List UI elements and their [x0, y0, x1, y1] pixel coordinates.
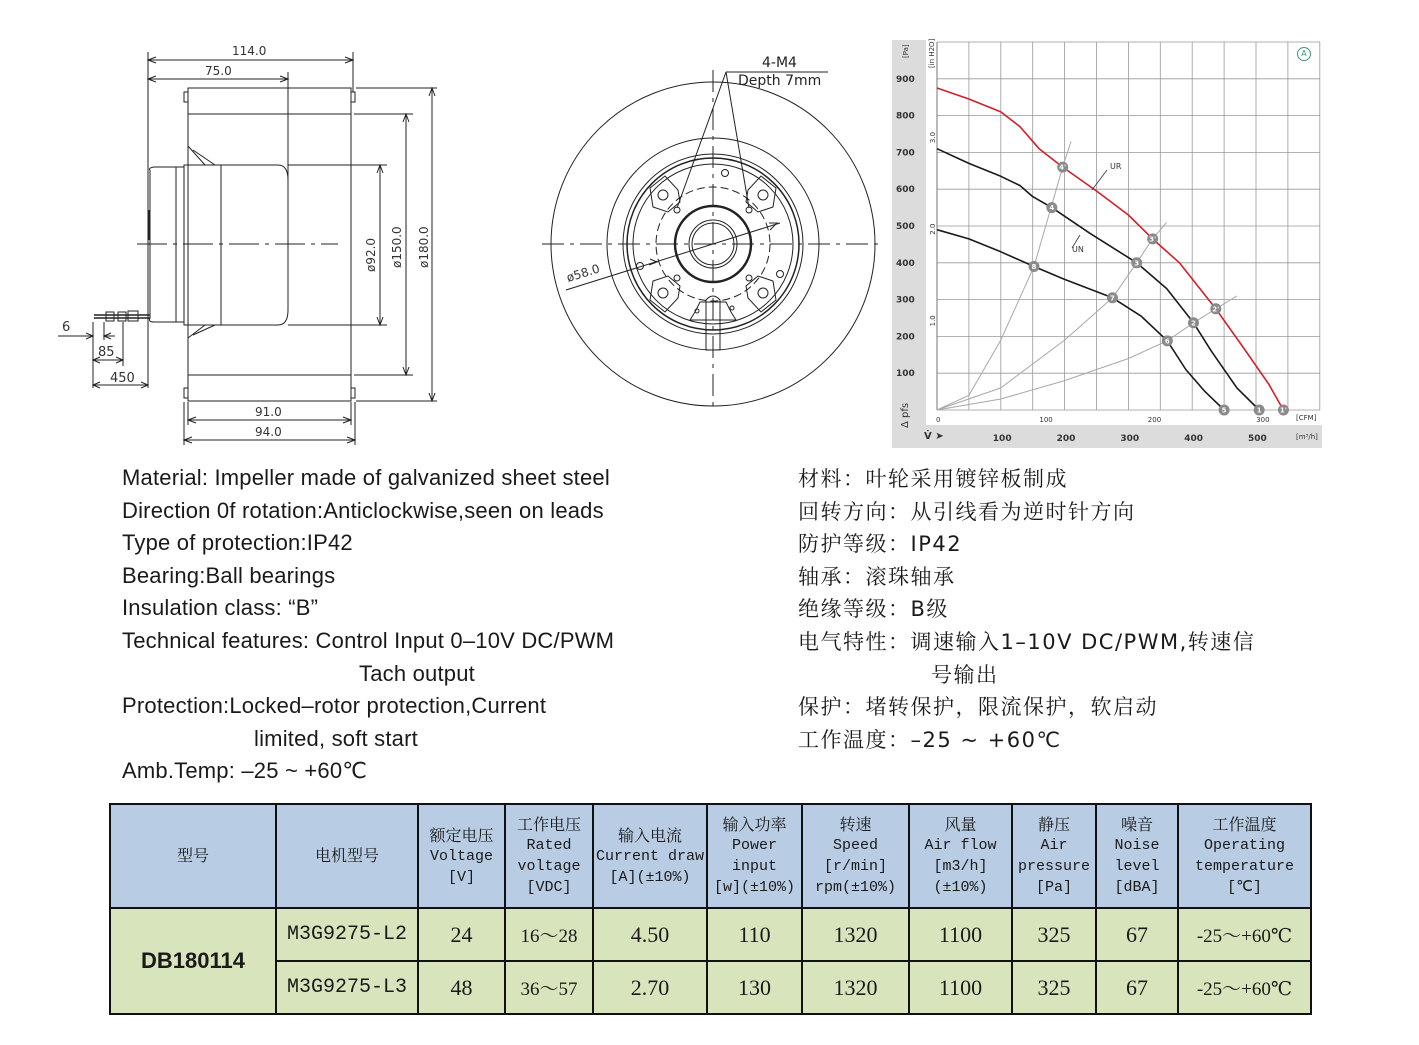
- performance-chart-svg: [892, 40, 1322, 448]
- spec-cn-electrical: 电气特性：调速输入1–10V DC/PWM,转速信: [798, 629, 1256, 654]
- spec-protection-type: Type of protection:IP42: [122, 530, 353, 556]
- cell-operating-temp: -25～+60℃: [1178, 961, 1311, 1014]
- y-tick-inh2o: 1.0: [929, 315, 937, 327]
- x-tick-label: 200: [1056, 434, 1076, 444]
- x-tick-label: 400: [1184, 434, 1203, 444]
- cell-current: 2.70: [593, 961, 707, 1014]
- header-motor-model: 电机型号: [276, 804, 418, 908]
- y-unit-inh2o: [in H2O]: [928, 38, 936, 68]
- operating-point-label: 6: [1164, 337, 1170, 346]
- chart-corner-badge: A: [1297, 47, 1311, 61]
- y-tick-inh2o: 3.0: [929, 131, 937, 144]
- y-tick-label: 100: [896, 369, 915, 380]
- cell-noise: 67: [1096, 961, 1178, 1014]
- operating-point-label: 8: [1031, 262, 1037, 271]
- cell-pressure: 325: [1012, 908, 1096, 961]
- dim-lead-85: 85: [98, 345, 115, 360]
- header-airflow: 风量 Air flow [m3/h] (±10%): [909, 804, 1012, 908]
- cell-noise: 67: [1096, 908, 1178, 961]
- x-tick-label: 100: [992, 434, 1012, 444]
- cell-voltage: 48: [418, 961, 505, 1014]
- operating-point-label: 1: [1256, 406, 1262, 415]
- side-view-drawing: [0, 0, 470, 450]
- front-view-drawing: [540, 40, 880, 420]
- spec-technical-features: Technical features: Control Input 0–10V DC/PWM: [122, 627, 615, 653]
- spec-material: Material: Impeller made of galvanized sheet steel: [122, 465, 610, 490]
- x-tick-label: 500: [1248, 434, 1267, 444]
- cell-motor-model: M3G9275-L2: [276, 908, 418, 961]
- operating-point-label: 5: [1221, 406, 1227, 415]
- spec-amb-temp: Amb.Temp: –25 ~ +60℃: [122, 758, 368, 784]
- y-tick-inh2o: 2.0: [929, 223, 937, 235]
- spec-protection-cont: limited, soft start: [254, 725, 418, 751]
- label-un: UN: [1072, 245, 1084, 254]
- y-tick-label: 300: [896, 295, 915, 306]
- cell-speed: 1320: [802, 961, 909, 1014]
- dim-94: 94.0: [255, 425, 282, 439]
- header-power: 输入功率 Power input [w](±10%): [707, 804, 802, 908]
- spec-technical-features-cont: Tach output: [359, 660, 475, 686]
- specs-chinese: [798, 463, 1255, 756]
- cell-speed: 1320: [802, 908, 909, 961]
- cell-pressure: 325: [1012, 961, 1096, 1014]
- spec-protection: Protection:Locked–rotor protection,Current: [122, 693, 547, 719]
- cell-current: 4.50: [593, 908, 707, 961]
- x-tick-label: 300: [1120, 434, 1140, 444]
- x-axis-symbol-text: V̇: [924, 431, 932, 442]
- header-pressure: 静压 Air pressure [Pa]: [1012, 804, 1096, 908]
- dim-dia-58: ø58.0: [564, 261, 602, 285]
- spec-cn-temp: 工作温度：–25 ~ +60℃: [798, 727, 1062, 752]
- x-axis-symbol: V̇ ➤: [924, 431, 944, 442]
- spec-bearing: Bearing:Ball bearings: [122, 562, 336, 588]
- y-unit-pa: [Pa]: [902, 44, 910, 58]
- operating-point-label: 4: [1049, 204, 1055, 213]
- cell-power: 130: [707, 961, 802, 1014]
- operating-point-label: 3': [1149, 235, 1157, 244]
- performance-chart: [892, 40, 1322, 448]
- operating-point-label: 4': [1059, 163, 1067, 172]
- table-row: [110, 908, 1311, 961]
- header-rated-voltage: 工作电压 Rated voltage [VDC]: [505, 804, 593, 908]
- spec-cn-rotation: 回转方向：从引线看为逆时针方向: [798, 499, 1136, 524]
- cell-voltage: 24: [418, 908, 505, 961]
- cell-rated-voltage: 36～57: [505, 961, 593, 1014]
- spec-table: [109, 803, 1312, 1015]
- spec-rotation: Direction 0f rotation:Anticlockwise,seen on leads: [122, 497, 604, 523]
- x-tick-cfm: 100: [1039, 416, 1053, 424]
- cell-power: 110: [707, 908, 802, 961]
- y-tick-label: 700: [896, 148, 915, 159]
- cell-model: DB180114: [110, 908, 276, 1014]
- dim-dia-150: ø150.0: [390, 226, 404, 268]
- y-tick-label: 500: [896, 222, 915, 232]
- dim-75: 75.0: [205, 64, 232, 78]
- y-tick-label: 400: [896, 258, 915, 269]
- dim-lead-6: 6: [62, 320, 71, 335]
- operating-point-label: 3: [1134, 259, 1140, 268]
- spec-cn-protection: 保护：堵转保护，限流保护，软启动: [798, 695, 1158, 720]
- spec-cn-insulation: 绝缘等级：B级: [798, 597, 949, 622]
- spec-cn-material: 材料：叶轮采用镀锌板制成: [798, 467, 1068, 491]
- dim-dia-92: ø92.0: [364, 237, 378, 272]
- header-model: 型号: [110, 804, 276, 908]
- operating-point-label: 2: [1191, 319, 1196, 328]
- callout-4-m4: 4-M4: [762, 55, 797, 71]
- header-voltage: 额定电压 Voltage [V]: [418, 804, 505, 908]
- x-unit-cfm: [CFM]: [1296, 414, 1317, 422]
- operating-point-label: 2': [1212, 305, 1220, 314]
- dim-dia-180: ø180.0: [417, 226, 431, 268]
- y-tick-label: 200: [896, 332, 915, 343]
- dim-91: 91.0: [255, 405, 282, 419]
- operating-point-label: 1': [1279, 406, 1287, 415]
- callout-depth: Depth 7mm: [738, 73, 822, 89]
- table-row: [110, 961, 1311, 1014]
- spec-cn-protection-type: 防护等级：IP42: [798, 532, 963, 557]
- y-axis-symbol: Δ pfs: [900, 402, 911, 428]
- spec-insulation: Insulation class: “B”: [122, 595, 319, 621]
- cell-operating-temp: -25～+60℃: [1178, 908, 1311, 961]
- header-current: 输入电流 Current draw [A](±10%): [593, 804, 707, 908]
- header-operating-temp: 工作温度 Operating temperature [℃]: [1178, 804, 1311, 908]
- y-tick-label: 600: [896, 185, 915, 196]
- x-unit-m3h: [m³/h]: [1296, 433, 1318, 441]
- cell-rated-voltage: 16～28: [505, 908, 593, 961]
- header-noise: 噪音 Noise level [dBA]: [1096, 804, 1178, 908]
- x-tick-cfm: 300: [1256, 416, 1270, 424]
- header-speed: 转速 Speed [r/min] rpm(±10%): [802, 804, 909, 908]
- operating-point-label: 7: [1110, 294, 1115, 303]
- dim-114: 114.0: [232, 44, 267, 58]
- cell-airflow: 1100: [909, 961, 1012, 1014]
- label-ur: UR: [1110, 162, 1122, 171]
- spec-cn-bearing: 轴承：滚珠轴承: [798, 564, 956, 589]
- specs-english: [122, 462, 614, 788]
- x-tick-cfm: 200: [1147, 416, 1162, 424]
- dim-lead-450: 450: [110, 371, 135, 386]
- x-tick-cfm: 0: [936, 416, 941, 424]
- cell-airflow: 1100: [909, 908, 1012, 961]
- y-tick-label: 900: [896, 74, 915, 85]
- cell-motor-model: M3G9275-L3: [276, 961, 418, 1014]
- spec-cn-electrical-cont: 号输出: [931, 662, 999, 687]
- y-tick-label: 800: [896, 111, 915, 122]
- table-header-row: [110, 804, 1311, 908]
